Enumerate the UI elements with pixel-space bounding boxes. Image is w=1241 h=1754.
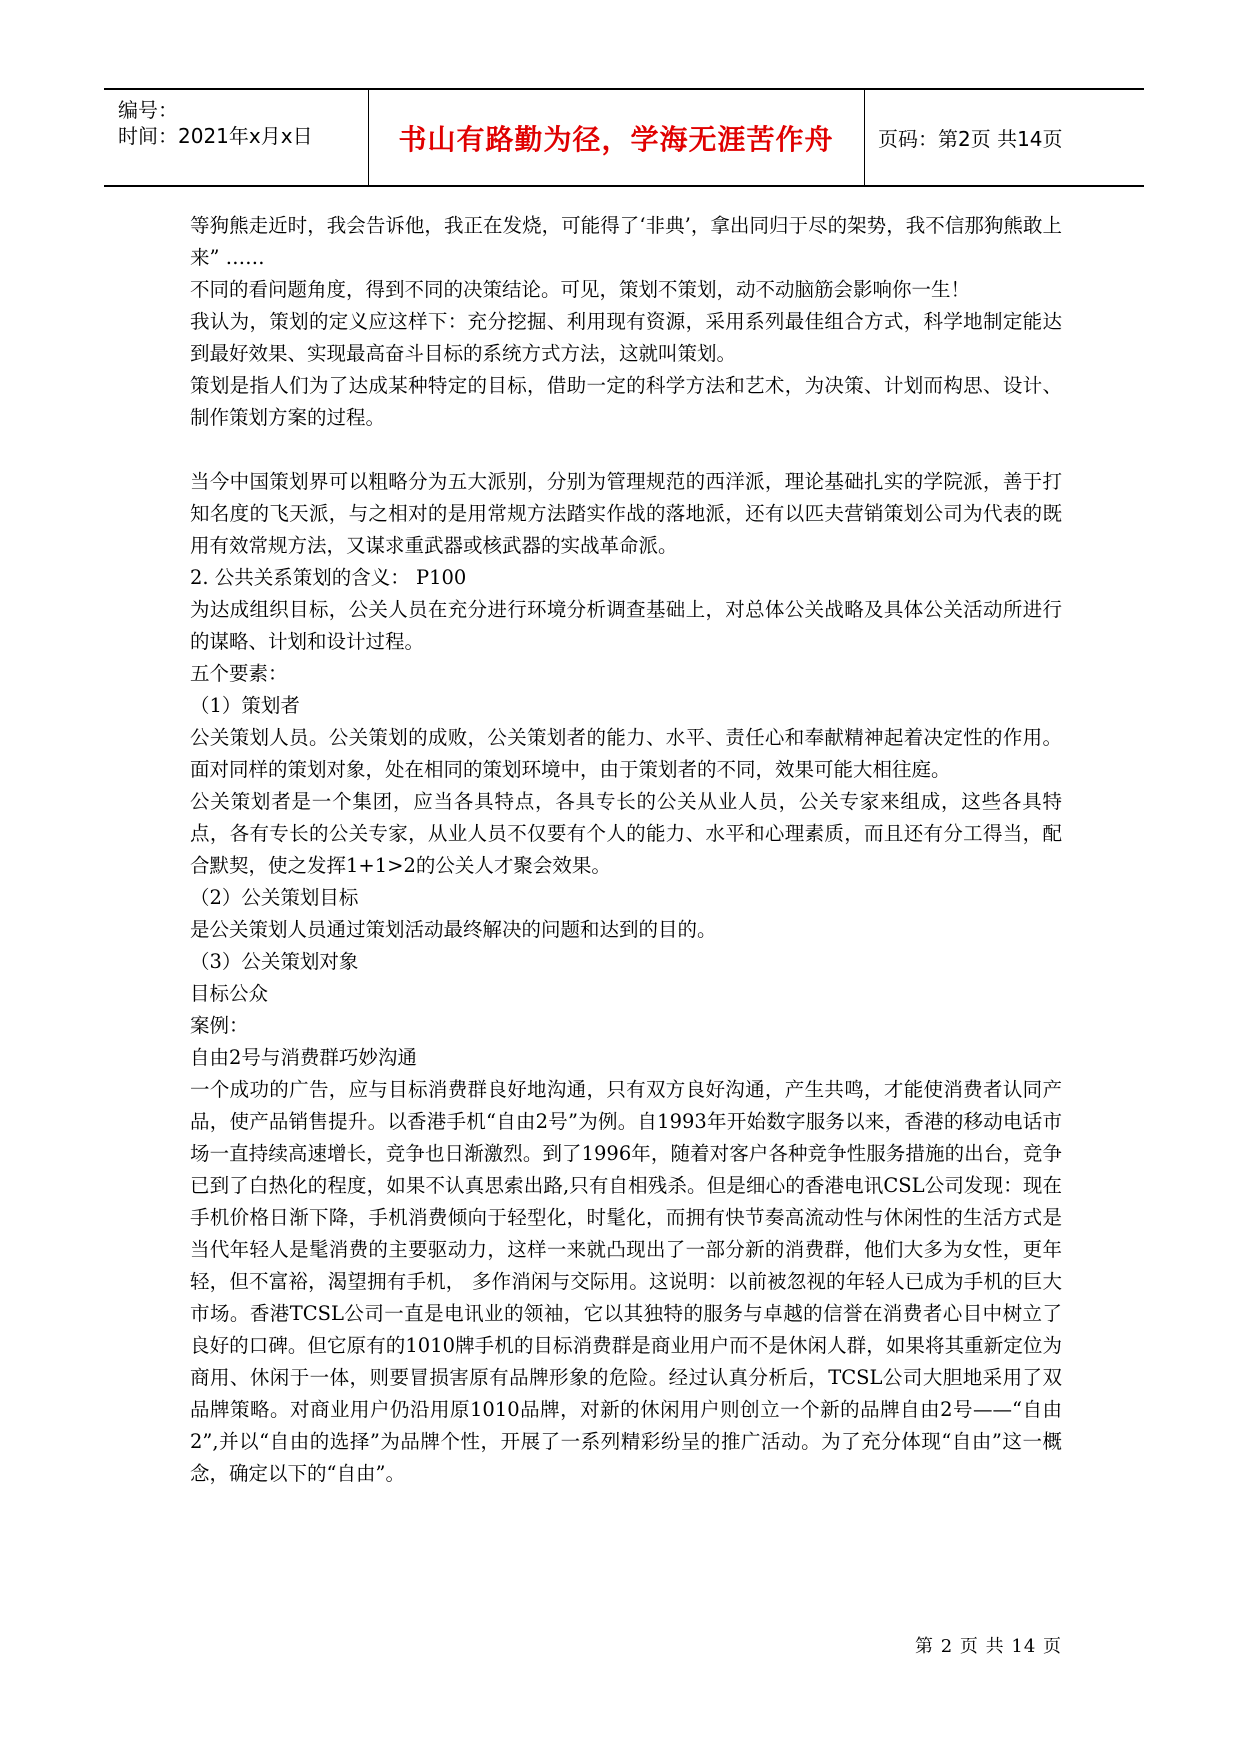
header-motto-cell xyxy=(368,90,865,185)
body-paragraph: 五个要素： xyxy=(190,662,288,685)
document-header xyxy=(104,88,1144,187)
page-footer: 第 2 页 共 14 页 xyxy=(915,1636,1062,1657)
body-paragraph: 2. 公共关系策划的含义： P100 xyxy=(190,566,467,589)
body-paragraph: 一个成功的广告，应与目标消费群良好地沟通，只有双方良好沟通，产生共鸣，才能使消费者认同产品，使产品销售提升。以香港手机“自由2号”为例。自1993年开始数字服务以来，香港的移动电话市场一直持续高速增长，竞争也日渐激烈。到了1996年，随着对客户各种竞争性服务措施的出台，竞争已到了白热化的程度，如果不认真思索出路,只有自相残杀。但是细心的香港电讯CSL公司发现：现在手机价格日渐下降，手机消费倾向于轻型化，时髦化，而拥有快节奏高流动性与休闲性的生活方式是当代年轻人是髦消费的主要驱动力，这样一来就凸现出了一部分新的消费群，他们大多为女性，更年轻，但不富裕，渴望拥有手机， 多作消闲与交际用。这说明：以前被忽视的年轻人已成为手机的巨大市场。香港TCSL公司一直是电讯业的领袖，它以其独特的服务与卓越的信誉在消费者心目中树立了良好的口碑。但它原有的1010牌手机的目标消费群是商业用户而不是休闲人群，如果将其重新定位为商用、休闲于一体，则要冒损害原有品牌形象的危险。经过认真分析后，TCSL公司大胆地采用了双品牌策略。对商业用户仍沿用原1010品牌，对新的休闲用户则创立一个新的品牌自由2号——“自由2”,并以“自由的选择”为品牌个性，开展了一系列精彩纷呈的推广活动。为了充分体现“自由”这一概念，确定以下的“自由”。 xyxy=(190,1078,1062,1485)
body-paragraph: 当今中国策划界可以粗略分为五大派别，分别为管理规范的西洋派，理论基础扎实的学院派，善于打知名度的飞天派，与之相对的是用常规方法踏实作战的落地派，还有以匹夫营销策划公司为代表的既用有效常规方法，又谋求重武器或核武器的实战革命派。 xyxy=(190,470,1062,557)
document-body xyxy=(190,210,1062,1490)
body-paragraph: 为达成组织目标，公关人员在充分进行环境分析调查基础上，对总体公关战略及具体公关活动所进行的谋略、计划和设计过程。 xyxy=(190,598,1062,653)
body-paragraph: 自由2号与消费群巧妙沟通 xyxy=(190,1046,417,1069)
header-page-cell xyxy=(864,90,1144,185)
body-paragraph: 不同的看问题角度，得到不同的决策结论。可见，策划不策划，动不动脑筋会影响你一生！ xyxy=(190,278,971,301)
body-paragraph: 案例： xyxy=(190,1014,249,1037)
body-paragraph: 公关策划者是一个集团，应当各具特点，各具专长的公关从业人员，公关专家来组成，这些各具特点，各有专长的公关专家，从业人员不仅要有个人的能力、水平和心理素质，而且还有分工得当，配合默契，使之发挥1+1>2的公关人才聚会效果。 xyxy=(190,790,1062,877)
document-number-label: 编号： xyxy=(118,98,178,122)
body-paragraph: （3）公关策划对象 xyxy=(190,950,359,973)
body-paragraph: 我认为，策划的定义应这样下：充分挖掘、利用现有资源，采用系列最佳组合方式，科学地制定能达到最好效果、实现最高奋斗目标的系统方式方法，这就叫策划。 xyxy=(190,310,1062,365)
header-page-info: 页码：第2页 共14页 xyxy=(878,127,1063,151)
body-paragraph: （1）策划者 xyxy=(190,694,300,717)
document-time-label: 时间：2021年x月x日 xyxy=(118,124,313,148)
body-paragraph: 等狗熊走近时，我会告诉他，我正在发烧，可能得了‘非典’，拿出同归于尽的架势，我不信那狗熊敢上来” …… xyxy=(190,214,1062,269)
body-paragraph: 是公关策划人员通过策划活动最终解决的问题和达到的目的。 xyxy=(190,918,717,941)
body-paragraph: 目标公众 xyxy=(190,982,269,1005)
body-paragraph: （2）公关策划目标 xyxy=(190,886,359,909)
body-paragraph xyxy=(190,434,1062,466)
body-paragraph: 策划是指人们为了达成某种特定的目标，借助一定的科学方法和艺术，为决策、计划而构思、设计、制作策划方案的过程。 xyxy=(190,374,1062,429)
header-meta-cell xyxy=(104,90,369,185)
body-paragraph: 公关策划人员。公关策划的成败，公关策划者的能力、水平、责任心和奉献精神起着决定性的作用。面对同样的策划对象，处在相同的策划环境中，由于策划者的不同，效果可能大相往庭。 xyxy=(190,726,1062,781)
header-motto: 书山有路勤为径，学海无涯苦作舟 xyxy=(398,122,834,156)
